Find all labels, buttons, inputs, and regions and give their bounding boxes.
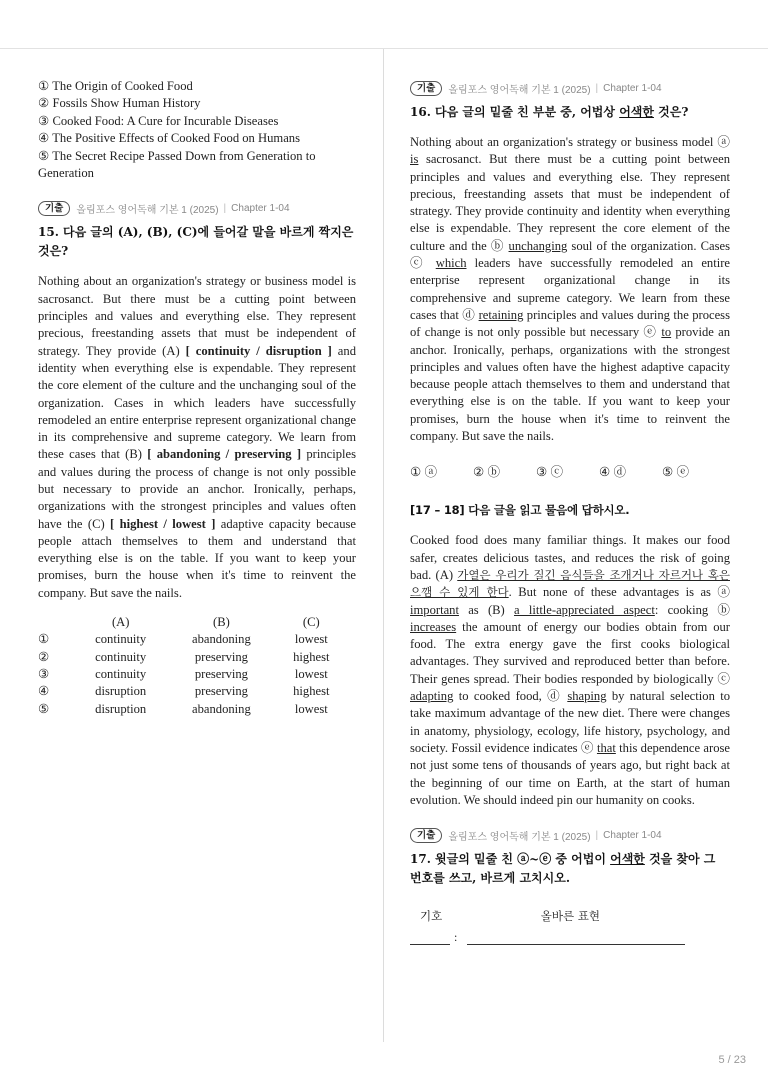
exam-tag: 기출 bbox=[410, 81, 442, 96]
option-5: ⑤ The Secret Recipe Passed Down from Generation to Generation bbox=[38, 148, 316, 181]
expression-blank[interactable] bbox=[467, 932, 685, 945]
option-4: ④ The Positive Effects of Cooked Food on Humans bbox=[38, 131, 300, 146]
top-rule bbox=[0, 48, 768, 49]
choice-3: ③ ⓒ bbox=[536, 465, 564, 480]
blank-c: [ highest / lowest ] bbox=[110, 516, 216, 531]
choice-4: ④ ⓓ bbox=[599, 465, 627, 480]
q15-answer-table bbox=[38, 614, 356, 718]
source-book: 올림포스 영어독해 기본 1 (2025) bbox=[448, 84, 591, 96]
blank-a: [ continuity / disruption ] bbox=[185, 343, 332, 358]
page-number: 5 / 23 bbox=[718, 1054, 746, 1066]
source-book: 올림포스 영어독해 기본 1 (2025) bbox=[76, 204, 219, 216]
set-header: [17 – 18] 다음 글을 읽고 물음에 답하시오. bbox=[410, 503, 630, 518]
column-divider bbox=[383, 49, 384, 1042]
underlined-d: retaining bbox=[478, 307, 524, 322]
korean-underlined: 가열은 우리가 질긴 음식들을 조개거나 자르거나 혹은 으깸 수 있게 한다 bbox=[410, 567, 730, 600]
q15-source-line: 기출 올림포스 영어독해 기본 1 (2025) | Chapter 1-04 bbox=[38, 200, 356, 216]
table-row: ⑤ disruption abandoning lowest bbox=[38, 701, 328, 716]
table-header-row: (A) (B) (C) bbox=[111, 615, 320, 630]
right-column bbox=[410, 80, 730, 945]
exam-tag: 기출 bbox=[410, 828, 442, 843]
source-chapter: Chapter 1-04 bbox=[603, 82, 662, 94]
underlined-a: is bbox=[410, 152, 419, 167]
table-row: ① continuity abandoning lowest bbox=[38, 632, 328, 647]
underlined-e: to bbox=[661, 325, 672, 340]
table-row: ③ continuity preserving lowest bbox=[38, 666, 328, 681]
label-code: 기호 bbox=[420, 909, 443, 924]
q17-source-line: 기출 올림포스 영어독해 기본 1 (2025) | Chapter 1-04 bbox=[410, 827, 730, 843]
choice-1: ① ⓐ bbox=[410, 465, 438, 480]
source-chapter: Chapter 1-04 bbox=[603, 829, 662, 841]
q17-answer-labels bbox=[410, 908, 670, 924]
source-chapter: Chapter 1-04 bbox=[231, 202, 290, 214]
cooked-food-passage: Cooked food does many familiar things. It makes our food safer, creates delicious tastes, and reduces the risk of going bad. (A) 가열은 우리가 질긴 음식들을 조개거나 자르거나 혹은 으깸 수 있게 한다. But none of these advantages is as ⓐ important as (B) a little-appreciated aspect: cooking ⓑ increases the amount of energy our bodies obtain from our food. The extra energy gave the first cooks biological advantages. They survived and reproduced better than before. Their genes spread. Their bodies responded by biologically ⓒ adapting to cooked food, ⓓ shaping by natural selection to take maximum advantage of the new diet. There were changes in anatomy, physiology, ecology, life history, psychology, and society. Fossil evidence indicates ⓔ that this dependence arose not just some tens of thousands of years ago, but right back at the beginning of our time on Earth, at the start of human evolution. We should indeed pin our humanity on cooks. bbox=[410, 533, 731, 807]
q16-passage: Nothing about an organization's strategy or business model ⓐ is sacrosanct. But there must be a cutting point between principles and values and everything else. They represent precious, freestanding assets that must be independent of strategy. They provide continuity and identity when everything else is expendable. They represent the core element of the culture and the ⓑ unchanging soul of the organization. Cases ⓒ which leaders have successfully remodeled an entire enterprise represent organizational change in its comprehensive and supreme category. We learn from these cases that ⓓ retaining principles and values during the process of change is not only possible but necessary ⓔ to provide an anchor. Ironically, perhaps, organizations with the strongest principles and values often have the highest adaptive capacity because people attach themselves to them and understand that everything else is on the table. If you want to keep your promises, burn the house when it's time to reinvent the company. But save the nails. bbox=[410, 135, 730, 444]
q15-passage: Nothing about an organization's strategy or business model is sacrosanct. But there must be a cutting point between principles and values and everything else. They represent precious, freestanding assets that must be independent of strategy. They provide (A) [ continuity / disruption ] and identity when everything else is expendable. They represent the core element of the culture and the unchanging soul of the organization. Cases in which leaders have successfully remodeled an entire enterprise represent organizational change in its comprehensive and supreme category. We learn from these cases that (B) [ abandoning / preserving ] principles and values during the process of change is not only possible but necessary to provide an anchor. Ironically, perhaps, organizations with the strongest principles and values often have the (C) [ highest / lowest ] adaptive capacity because people attach themselves to them and understand that everything else is on the table. If you want to keep your promises, burn the house when it's time to reinvent the company. But save the nails. bbox=[38, 274, 356, 600]
code-blank[interactable] bbox=[410, 932, 450, 945]
q17-answer-blanks: : bbox=[410, 930, 730, 945]
choice-2: ② ⓑ bbox=[473, 465, 501, 480]
q16-choices bbox=[410, 461, 730, 480]
underlined-b: unchanging bbox=[508, 238, 568, 253]
choice-5: ⑤ ⓔ bbox=[662, 465, 690, 480]
option-3: ③ Cooked Food: A Cure for Incurable Diseases bbox=[38, 113, 279, 128]
left-column bbox=[38, 78, 356, 718]
underlined-c: which bbox=[435, 256, 467, 271]
blank-b: [ abandoning / preserving ] bbox=[147, 447, 302, 462]
table-row: ② continuity preserving highest bbox=[38, 649, 330, 664]
option-1: ① The Origin of Cooked Food bbox=[38, 79, 193, 93]
q17-title: 17. 윗글의 밑줄 친 ⓐ~ⓔ 중 어법이 어색한 것을 찾아 그 번호를 쓰고, 바르게 고치시오. bbox=[410, 852, 716, 886]
q15-title: 15. 다음 글의 (A), (B), (C)에 들어갈 말을 바르게 짝지은 것은? bbox=[38, 225, 354, 259]
q16-source-line: 기출 올림포스 영어독해 기본 1 (2025) | Chapter 1-04 bbox=[410, 80, 730, 96]
label-expression: 올바른 표현 bbox=[540, 909, 600, 924]
option-2: ② Fossils Show Human History bbox=[38, 96, 201, 111]
table-row: ④ disruption preserving highest bbox=[38, 684, 330, 699]
source-book: 올림포스 영어독해 기본 1 (2025) bbox=[448, 831, 591, 843]
exam-tag: 기출 bbox=[38, 201, 70, 216]
q16-title: 16. 다음 글의 밑줄 친 부분 중, 어법상 어색한 것은? bbox=[410, 105, 689, 119]
